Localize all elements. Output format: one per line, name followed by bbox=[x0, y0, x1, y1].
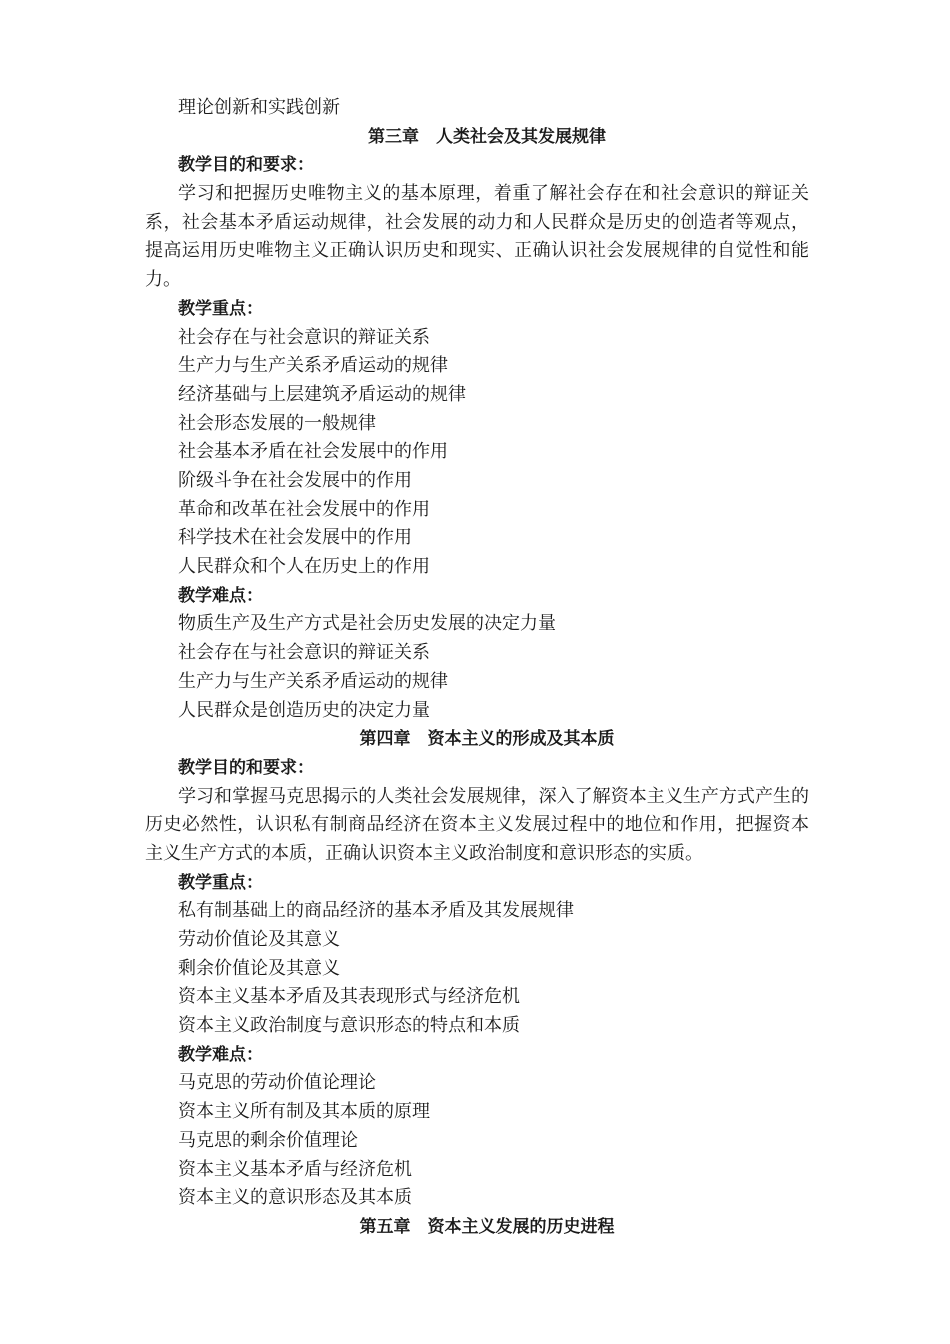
ch4-key-heading: 教学重点： bbox=[178, 872, 263, 893]
chapter-4-title: 第四章 资本主义的形成及其本质 bbox=[359, 729, 615, 750]
ch3-goal-paragraph: 学习和把握历史唯物主义的基本原理，着重了解社会存在和社会意识的辩证关系，社会基本矛盾运动规律，社会发展的动力和人民群众是历史的创造者等观点，提高运用历史唯物主义正确认识历史和现实、正确认识社会发展规律的自觉性和能力。 bbox=[145, 183, 809, 291]
continued-text-line: 理论创新和实践创新 bbox=[178, 97, 340, 118]
list-item: 劳动价值论及其意义 bbox=[178, 929, 340, 951]
ch4-goal-heading: 教学目的和要求： bbox=[178, 757, 314, 778]
chapter-5-title: 第五章 资本主义发展的历史进程 bbox=[359, 1216, 615, 1237]
list-item: 社会存在与社会意识的辩证关系 bbox=[178, 642, 430, 664]
ch4-diff-heading: 教学难点： bbox=[178, 1044, 263, 1065]
list-item: 马克思的劳动价值论理论 bbox=[178, 1072, 376, 1094]
list-item: 革命和改革在社会发展中的作用 bbox=[178, 498, 430, 520]
ch3-key-heading: 教学重点： bbox=[178, 298, 263, 319]
list-item: 人民群众和个人在历史上的作用 bbox=[178, 556, 430, 578]
list-item: 物质生产及生产方式是社会历史发展的决定力量 bbox=[178, 613, 556, 635]
list-item: 科学技术在社会发展中的作用 bbox=[178, 527, 412, 549]
list-item: 资本主义基本矛盾及其表现形式与经济危机 bbox=[178, 986, 520, 1008]
list-item: 社会基本矛盾在社会发展中的作用 bbox=[178, 441, 448, 463]
list-item: 生产力与生产关系矛盾运动的规律 bbox=[178, 355, 448, 377]
list-item: 资本主义所有制及其本质的原理 bbox=[178, 1101, 430, 1123]
list-item: 资本主义的意识形态及其本质 bbox=[178, 1187, 412, 1209]
list-item: 资本主义基本矛盾与经济危机 bbox=[178, 1158, 412, 1180]
ch3-goal-heading: 教学目的和要求： bbox=[178, 155, 314, 176]
list-item: 私有制基础上的商品经济的基本矛盾及其发展规律 bbox=[178, 900, 574, 922]
list-item: 生产力与生产关系矛盾运动的规律 bbox=[178, 670, 448, 692]
list-item: 资本主义政治制度与意识形态的特点和本质 bbox=[178, 1015, 520, 1037]
ch4-goal-paragraph: 学习和掌握马克思揭示的人类社会发展规律，深入了解资本主义生产方式产生的历史必然性，认识私有制商品经济在资本主义发展过程中的地位和作用，把握资本主义生产方式的本质，正确认识资本主义政治制度和意识形态的实质。 bbox=[145, 785, 809, 864]
list-item: 剩余价值论及其意义 bbox=[178, 957, 340, 979]
chapter-3-title: 第三章 人类社会及其发展规律 bbox=[368, 126, 606, 147]
list-item: 经济基础与上层建筑矛盾运动的规律 bbox=[178, 383, 466, 405]
list-item: 人民群众是创造历史的决定力量 bbox=[178, 699, 430, 721]
list-item: 阶级斗争在社会发展中的作用 bbox=[178, 470, 412, 491]
document-page bbox=[145, 94, 809, 1242]
ch3-diff-heading: 教学难点： bbox=[178, 585, 263, 606]
list-item: 社会存在与社会意识的辩证关系 bbox=[178, 326, 430, 348]
list-item: 马克思的剩余价值理论 bbox=[178, 1129, 358, 1151]
list-item: 社会形态发展的一般规律 bbox=[178, 412, 376, 434]
